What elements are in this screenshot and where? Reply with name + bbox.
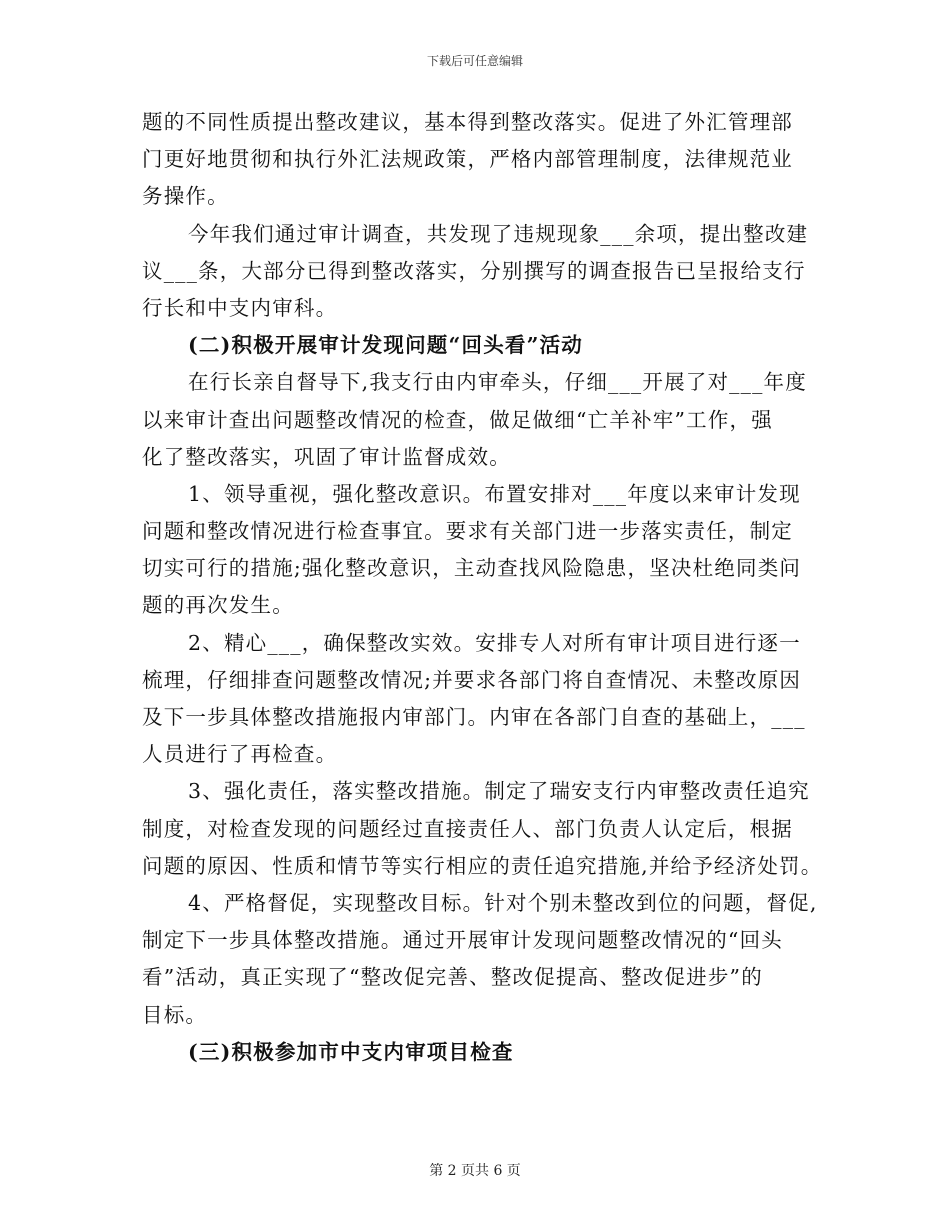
body-line: 及下一步具体整改措施报内审部门。内审在各部门自查的基础上，___ bbox=[142, 705, 806, 729]
body-line: 题的不同性质提出整改建议，基本得到整改落实。促进了外汇管理部 bbox=[142, 110, 793, 134]
page-footer: 第 2 页共 6 页 bbox=[429, 1163, 521, 1179]
body-line: 2、精心___，确保整改实效。安排专人对所有审计项目进行逐一 bbox=[188, 630, 801, 655]
body-line: 目标。 bbox=[142, 1002, 208, 1027]
body-line: 3、强化责任，落实整改措施。制定了瑞安支行内审整改责任追究 bbox=[188, 779, 810, 804]
body-line: 梳理，仔细排查问题整改情况;并要求各部门将自查情况、未整改原因 bbox=[142, 667, 802, 692]
body-line: 化了整改落实，巩固了审计监督成效。 bbox=[142, 444, 511, 469]
body-line: 1、领导重视，强化整改意识。布置安排对___年度以来审计发现 bbox=[188, 481, 801, 506]
page-header: 下载后可任意编辑 bbox=[426, 54, 523, 68]
body-line: 以来审计查出问题整改情况的检查，做足做细“亡羊补牢”工作，强 bbox=[142, 407, 773, 432]
body-line: 制定下一步具体整改措施。通过开展审计发现问题整改情况的“回头 bbox=[142, 928, 783, 953]
body-line: 人员进行了再检查。 bbox=[142, 742, 338, 767]
body-line: 4、严格督促，实现整改目标。针对个别未整改到位的问题，督促, bbox=[188, 890, 818, 915]
section-heading: (三)积极参加市中支内审项目检查 bbox=[188, 1039, 514, 1064]
section-heading: (二)积极开展审计发现问题“回头看”活动 bbox=[188, 333, 583, 358]
body-line: 题的再次发生。 bbox=[142, 593, 294, 618]
document-body bbox=[142, 104, 822, 1071]
body-line: 务操作。 bbox=[142, 184, 229, 209]
body-line: 议___条，大部分已得到整改落实，分别撰写的调查报告已呈报给支行 bbox=[142, 258, 806, 283]
body-line: 行长和中支内审科。 bbox=[142, 295, 338, 320]
body-line: 在行长亲自督导下,我支行由内审牵头，仔细___开展了对___年度 bbox=[188, 370, 807, 395]
body-line: 看”活动，真正实现了“整改促完善、整改促提高、整改促进步”的 bbox=[142, 965, 763, 990]
body-line: 切实可行的措施;强化整改意识，主动查找风险隐患，坚决杜绝同类问 bbox=[142, 556, 802, 581]
body-line: 问题的原因、性质和情节等实行相应的责任追究措施,并给予经济处罚。 bbox=[142, 853, 823, 878]
body-line: 今年我们通过审计调查，共发现了违规现象___余项，提出整改建 bbox=[188, 221, 809, 246]
body-line: 制度，对检查发现的问题经过直接责任人、部门负责人认定后，根据 bbox=[142, 816, 793, 841]
body-line: 问题和整改情况进行检查事宜。要求有关部门进一步落实责任，制定 bbox=[142, 519, 793, 544]
body-line: 门更好地贯彻和执行外汇法规政策，严格内部管理制度，法律规范业 bbox=[142, 147, 793, 172]
